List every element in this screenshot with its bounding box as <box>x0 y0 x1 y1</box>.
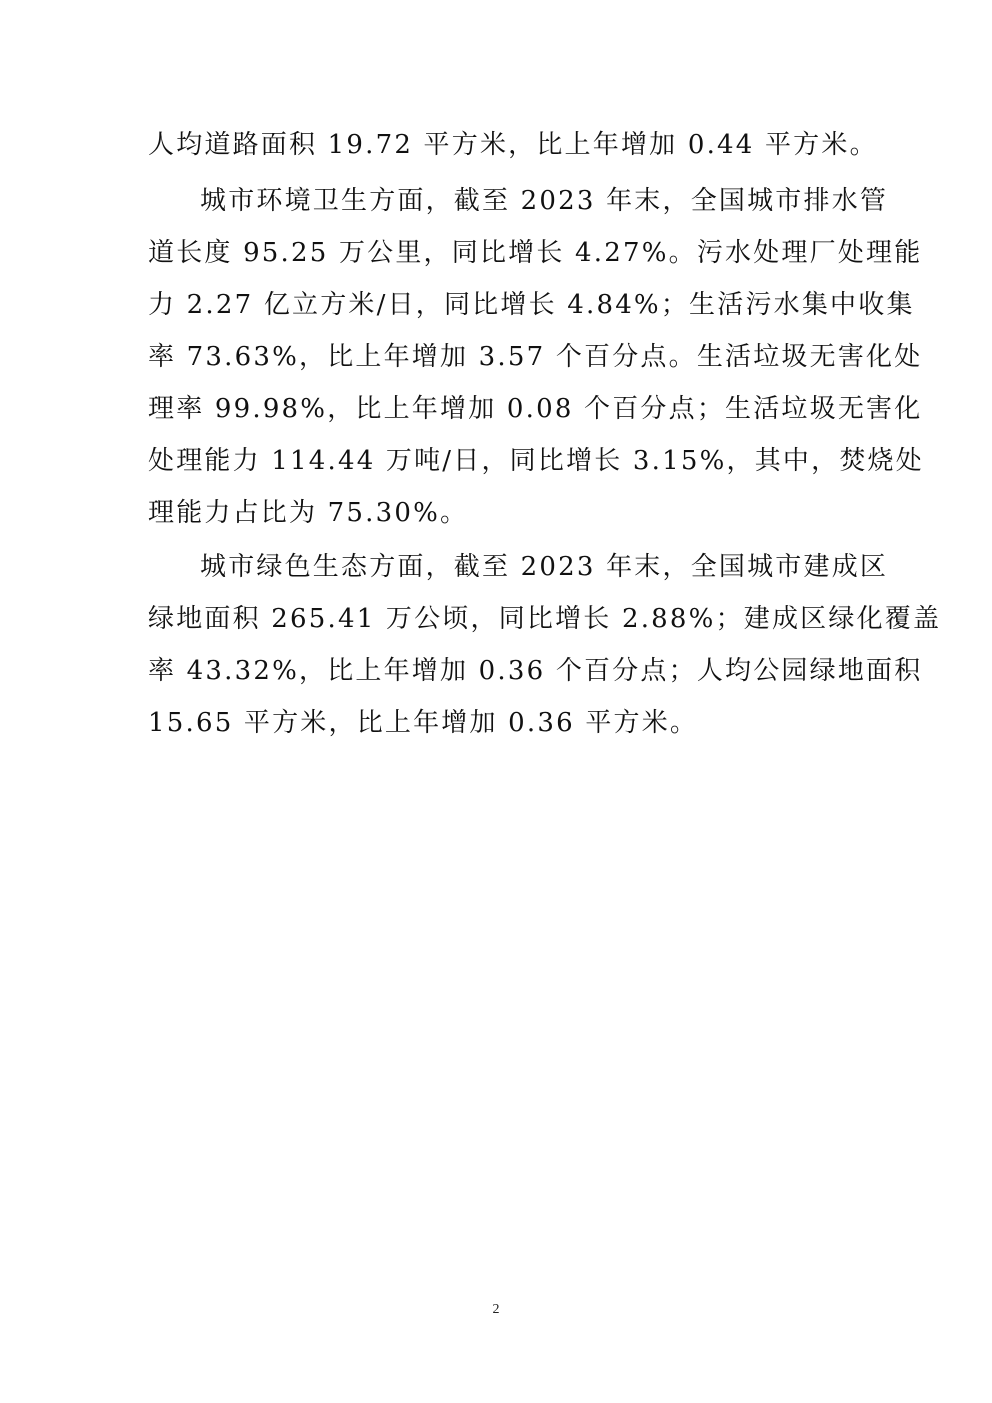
paragraph-line: 率 43.32%，比上年增加 0.36 个百分点；人均公园绿地面积 <box>148 656 923 686</box>
paragraph-line: 城市环境卫生方面，截至 2023 年末，全国城市排水管 <box>200 186 889 216</box>
paragraph-line: 力 2.27 亿立方米/日，同比增长 4.84%；生活污水集中收集 <box>148 290 915 320</box>
paragraph-line: 处理能力 114.44 万吨/日，同比增长 3.15%，其中，焚烧处 <box>148 446 924 476</box>
page-number: 2 <box>492 1302 500 1317</box>
paragraph-line: 理能力占比为 75.30%。 <box>148 498 469 528</box>
paragraph-line: 理率 99.98%，比上年增加 0.08 个百分点；生活垃圾无害化 <box>148 394 923 424</box>
paragraph-line: 人均道路面积 19.72 平方米，比上年增加 0.44 平方米。 <box>148 130 878 160</box>
paragraph-line: 绿地面积 265.41 万公顷，同比增长 2.88%；建成区绿化覆盖 <box>148 604 942 634</box>
paragraph-line: 城市绿色生态方面，截至 2023 年末，全国城市建成区 <box>200 552 889 582</box>
paragraph-line: 率 73.63%，比上年增加 3.57 个百分点。生活垃圾无害化处 <box>148 342 923 372</box>
paragraph-line: 道长度 95.25 万公里，同比增长 4.27%。污水处理厂处理能 <box>148 238 923 268</box>
paragraph-line: 15.65 平方米，比上年增加 0.36 平方米。 <box>148 708 699 738</box>
